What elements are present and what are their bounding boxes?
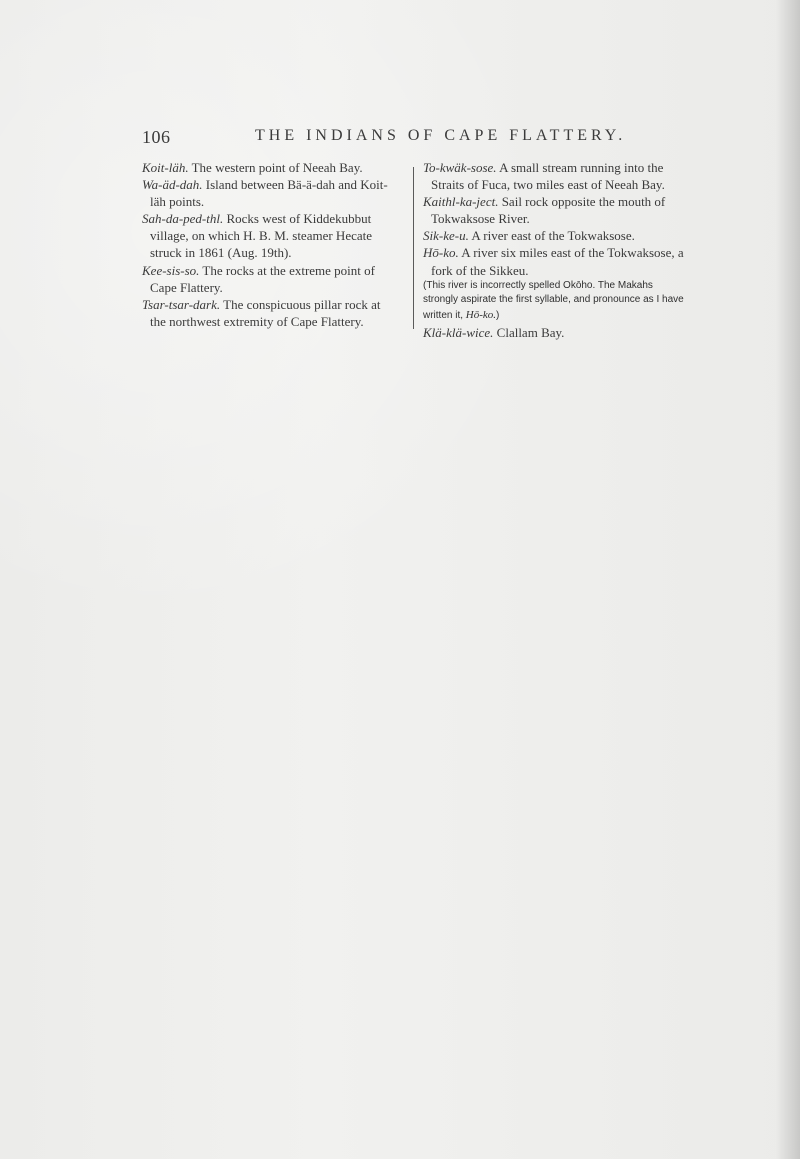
place-name: Wa-äd-dah. [142,177,203,193]
place-entry [142,262,397,296]
place-entry [423,324,686,341]
place-description: The western point of Neeah Bay. [188,160,363,175]
footnote-text-after: ) [496,309,500,321]
place-entry [142,159,397,176]
place-description: Rocks west of Kiddekubbut village, on which H. B. M. steamer Hecate struck in 1861 (Aug. 19th). [150,211,373,261]
place-description: A river six miles east of the Tokwaksose, a fork of the Sikkeu. [431,245,684,278]
page-number: 106 [142,127,171,147]
place-name: Sik-ke-u. [423,228,469,244]
column-divider [413,167,414,329]
place-name: Tsar-tsar-dark. [142,296,221,312]
place-name: Klä-klä-wice. [423,325,494,341]
place-description: The rocks at the extreme point of Cape Flattery. [150,262,375,295]
place-description: Island between Bä-ä-dah and Koit-läh points. [150,177,388,210]
right-column [423,159,686,341]
place-entry [142,210,397,261]
place-description: Sail rock opposite the mouth of Tokwaksose River. [431,194,666,227]
place-entry [142,296,397,330]
left-column [142,159,397,330]
place-entry [423,159,686,193]
place-name: Kee-sis-so. [142,262,200,278]
place-entry [423,193,686,227]
place-entry [142,176,397,210]
place-description: A river east of the Tokwaksose. [468,228,635,244]
page-header [142,127,742,149]
footnote-term: Hō-ko. [465,308,497,321]
place-entry [423,227,686,244]
place-name: Hō-ko. [423,245,459,261]
place-name: To-kwäk-sose. [423,160,497,175]
page-edge-shadow [776,0,800,1159]
footnote [423,279,686,324]
running-head: THE INDIANS OF CAPE FLATTERY. [255,127,627,144]
place-name: Sah-da-ped-thl. [142,211,224,227]
place-description: Clallam Bay. [493,325,565,341]
place-name: Koit-läh. [142,160,189,175]
footnote-text-before: (This river is incorrectly spelled Okōho. The Makahs strongly aspirate the first syllable, and pronounce as I have written it, [423,279,684,321]
place-description: The conspicuous pillar rock at the northwest extremity of Cape Flattery. [150,296,381,329]
place-name: Kaithl-ka-ject. [423,194,499,210]
place-entry [423,244,686,278]
place-description: A small stream running into the Straits of Fuca, two miles east of Neeah Bay. [431,160,665,193]
